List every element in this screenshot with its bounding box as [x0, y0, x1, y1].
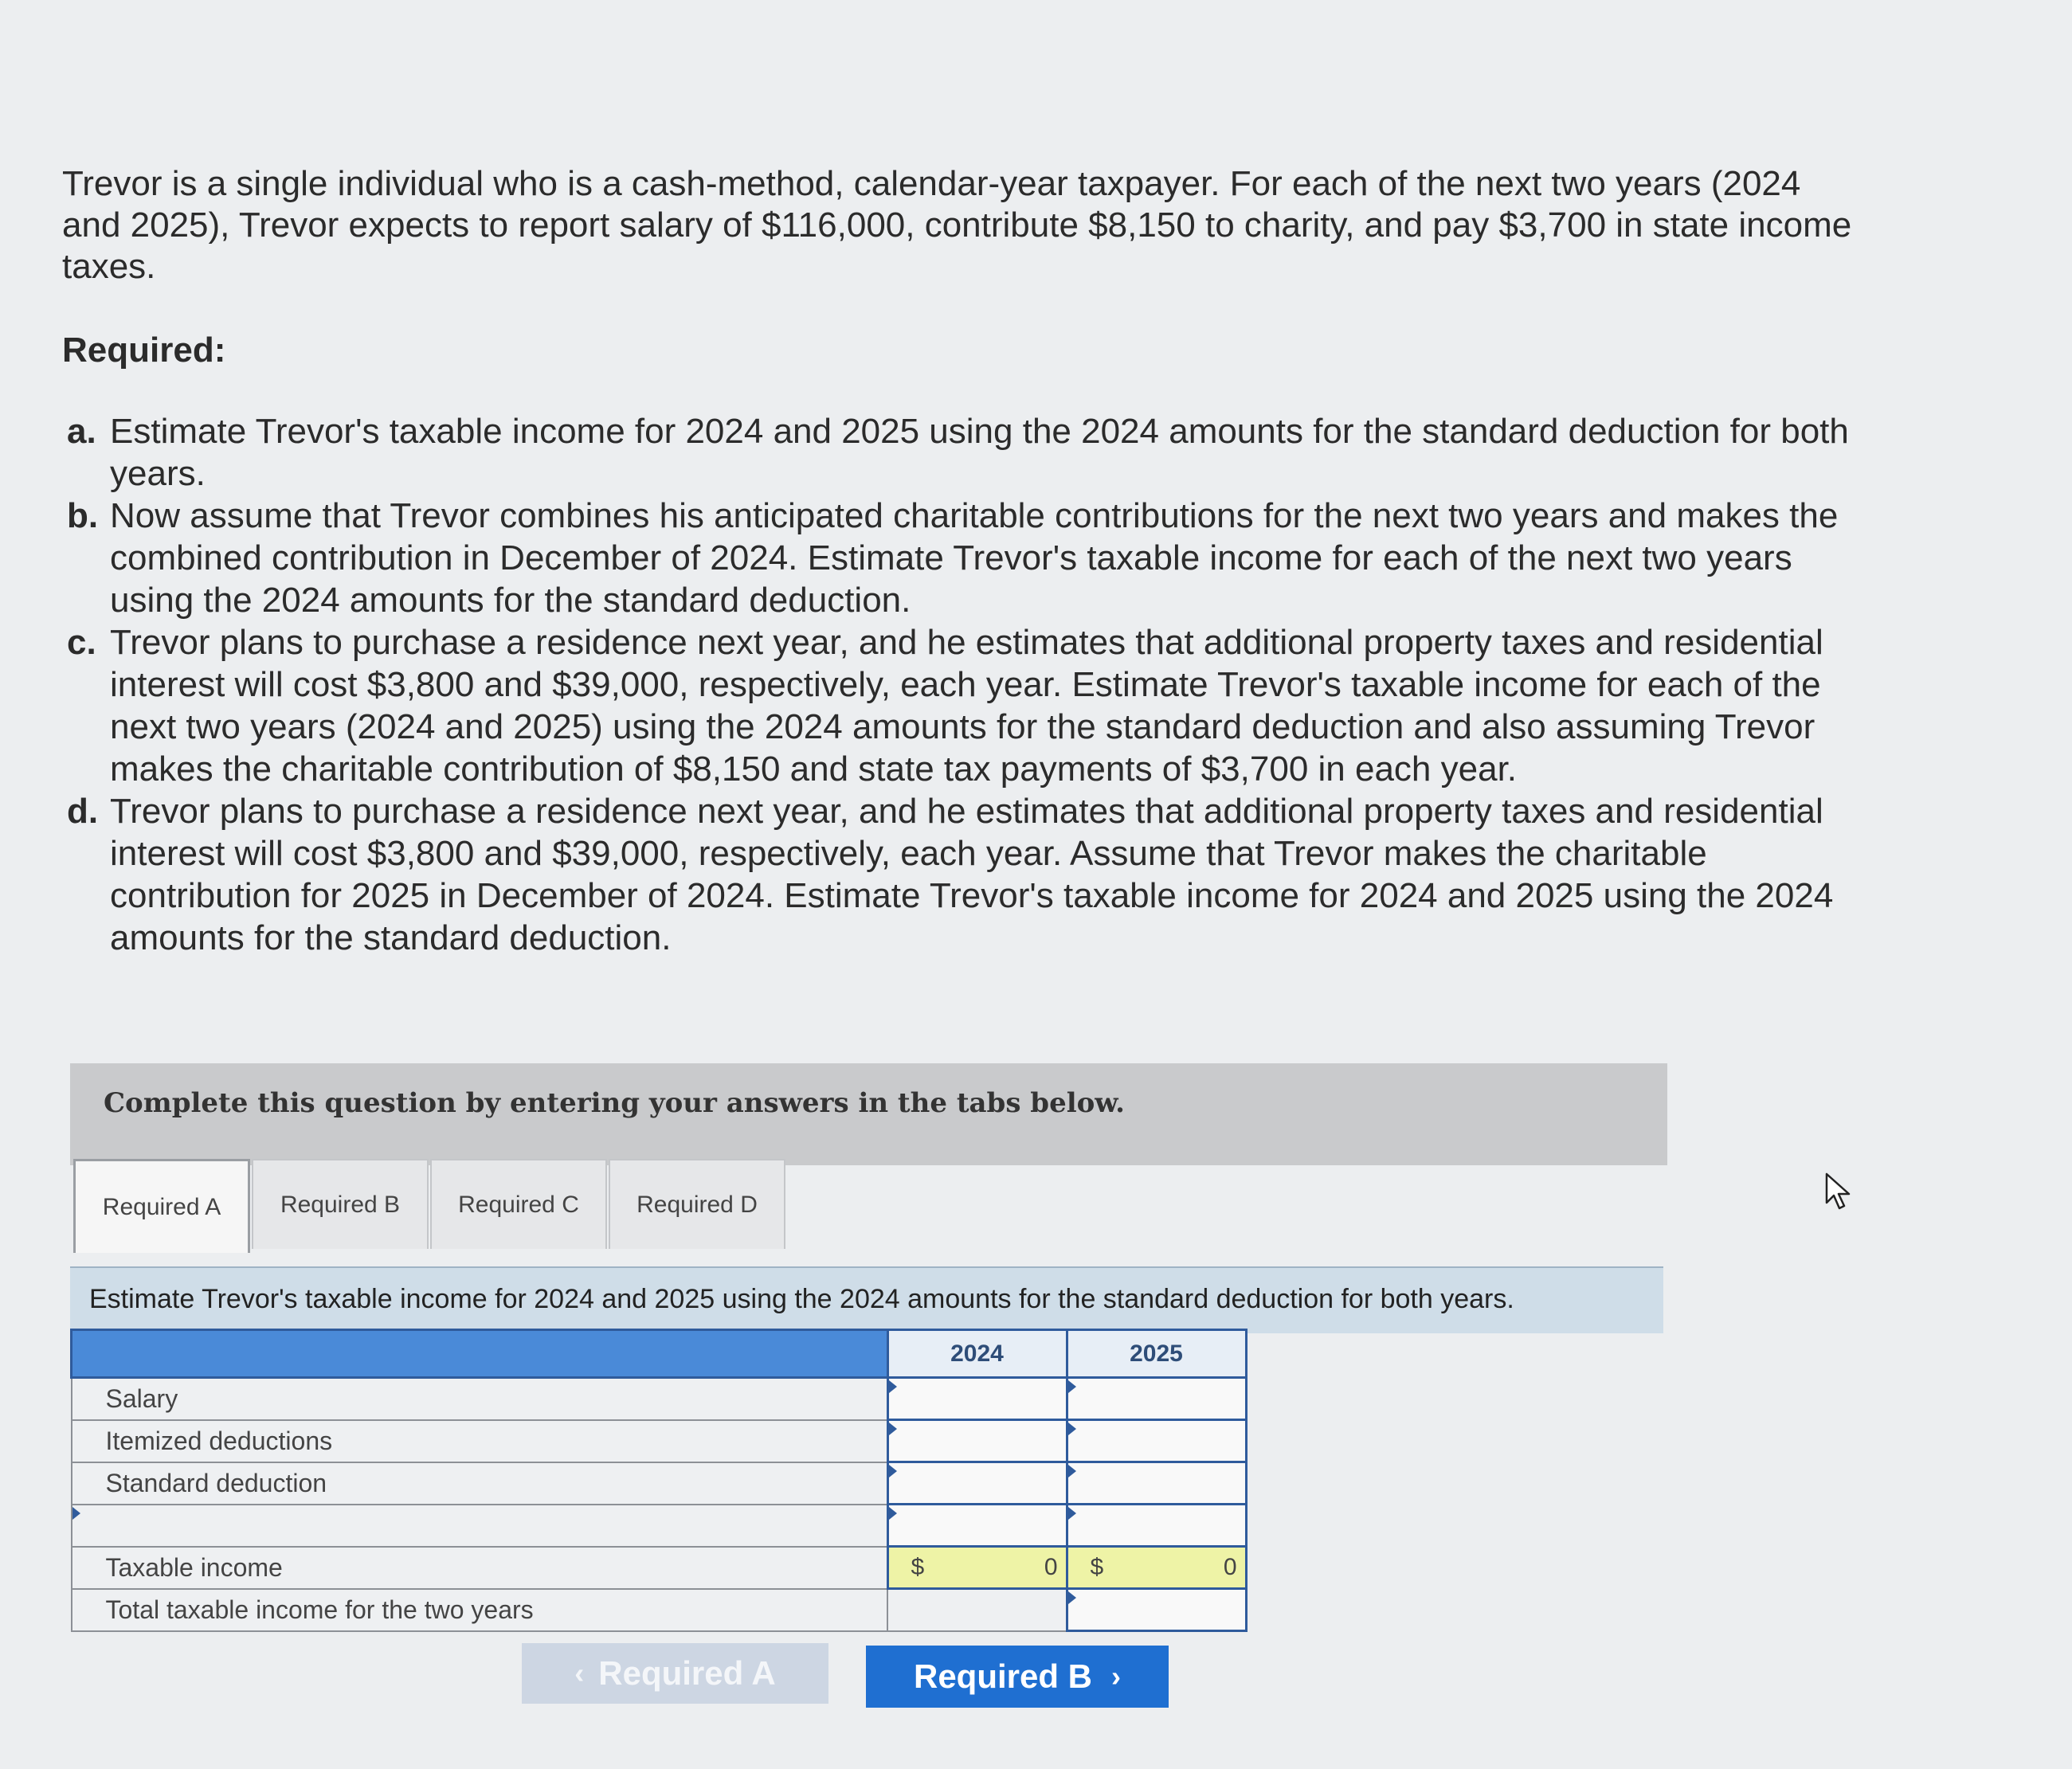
itemized-2024-input[interactable]	[887, 1420, 1067, 1462]
taxable-2025-value: 0	[1223, 1554, 1237, 1580]
table-row	[72, 1420, 1247, 1462]
requirements-list	[64, 410, 1856, 959]
total-two-years-input[interactable]	[1067, 1589, 1246, 1631]
tab-required-a[interactable]: Required A	[73, 1159, 250, 1253]
table-header-blank	[72, 1330, 888, 1378]
problem-statement: Trevor is a single individual who is a cash-method, calendar-year taxpayer. For each of the next two years (2024 and 2025), Trevor expects to report salary of $116,000, contribute $8,150 to charity, and pay $3,700 in state income taxes.	[62, 164, 1852, 286]
tab-bar	[73, 1159, 787, 1253]
standard-2024-input[interactable]	[887, 1462, 1067, 1505]
requirement-letter: a.	[67, 412, 96, 451]
prev-button-label: Required A	[598, 1654, 776, 1692]
currency-symbol: $	[1090, 1554, 1104, 1580]
standard-2025-input[interactable]	[1067, 1462, 1246, 1505]
table-row	[72, 1547, 1247, 1589]
column-header-2024: 2024	[887, 1330, 1067, 1378]
requirement-text: Now assume that Trevor combines his anticipated charitable contributions for the next two years and makes the combined contribution in December of 2024. Estimate Trevor's taxable income for each of the next two years using the 2024 amounts for the standard deduction.	[110, 496, 1839, 620]
requirement-item-d	[64, 790, 1856, 959]
tab-prompt	[70, 1266, 1663, 1333]
requirement-letter: c.	[67, 623, 96, 662]
requirement-text: Trevor plans to purchase a residence next year, and he estimates that additional property taxes and residential interest will cost $3,800 and $39,000, respectively, each year. Assume that Trevor makes the charitable contribution for 2025 in December of 2024. Estimate Trevor's taxable income for 2024 and 2025 using the 2024 amounts for the standard deduction.	[110, 792, 1834, 957]
table-row	[72, 1462, 1247, 1505]
requirement-letter: b.	[67, 496, 99, 535]
itemized-2025-input[interactable]	[1067, 1420, 1246, 1462]
table-header-row	[72, 1330, 1247, 1378]
table-row	[72, 1378, 1247, 1420]
row-label-standard: Standard deduction	[72, 1462, 888, 1505]
next-required-button[interactable]	[866, 1646, 1169, 1708]
next-button-label: Required B	[913, 1657, 1093, 1695]
column-header-2025: 2025	[1067, 1330, 1246, 1378]
requirement-text: Trevor plans to purchase a residence next year, and he estimates that additional property taxes and residential interest will cost $3,800 and $39,000, respectively, each year. Estimate Trevor's taxable income for each of the next two years (2024 and 2025) using the 2024 amounts for the standard deduction and also assuming Trevor makes the charitable contribution of $8,150 and state tax payments of $3,700 in each year.	[110, 623, 1823, 789]
taxable-2025-total	[1067, 1547, 1246, 1589]
row-label-salary: Salary	[72, 1378, 888, 1420]
prev-required-button[interactable]	[522, 1643, 828, 1704]
row-label-itemized: Itemized deductions	[72, 1420, 888, 1462]
row-label-taxable: Taxable income	[72, 1547, 888, 1589]
requirement-item-a	[64, 410, 1856, 495]
requirement-letter: d.	[67, 792, 99, 831]
chevron-left-icon: ‹	[574, 1657, 585, 1689]
deduction-2025-input[interactable]	[1067, 1505, 1246, 1547]
requirement-text: Estimate Trevor's taxable income for 2024 and 2025 using the 2024 amounts for the standard deduction for both years.	[110, 412, 1849, 493]
mouse-pointer-icon	[1824, 1172, 1853, 1211]
required-heading: Required:	[62, 331, 226, 370]
instruction-banner	[70, 1063, 1667, 1165]
taxable-2024-value: 0	[1044, 1554, 1058, 1580]
table-row	[72, 1505, 1247, 1547]
tab-prompt-text: Estimate Trevor's taxable income for 2024 and 2025 using the 2024 amounts for the standard deduction for both years.	[89, 1284, 1514, 1314]
taxable-2024-total	[887, 1547, 1067, 1589]
tab-required-d[interactable]: Required D	[609, 1159, 785, 1249]
total-blank-cell	[887, 1589, 1067, 1631]
instruction-text: Complete this question by entering your answers in the tabs below.	[104, 1087, 1125, 1119]
tab-required-b[interactable]: Required B	[252, 1159, 429, 1249]
salary-2024-input[interactable]	[887, 1378, 1067, 1420]
chevron-right-icon: ›	[1111, 1660, 1122, 1693]
row-label-total: Total taxable income for the two years	[72, 1589, 888, 1631]
currency-symbol: $	[911, 1554, 925, 1580]
salary-2025-input[interactable]	[1067, 1378, 1246, 1420]
tab-required-c[interactable]: Required C	[430, 1159, 607, 1249]
requirement-item-b	[64, 495, 1856, 621]
deduction-2024-input[interactable]	[887, 1505, 1067, 1547]
answer-table	[70, 1329, 1248, 1632]
requirement-item-c	[64, 621, 1856, 790]
table-row	[72, 1589, 1247, 1631]
deduction-label-select[interactable]	[72, 1505, 888, 1547]
